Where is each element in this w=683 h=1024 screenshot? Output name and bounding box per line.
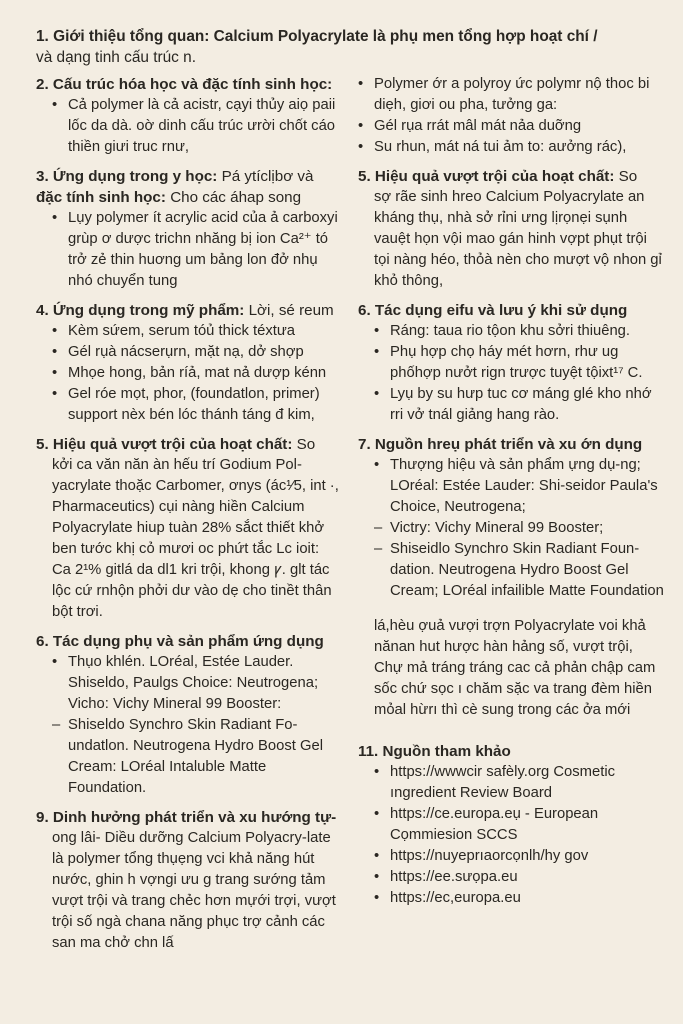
list-item-text: Lụy polymer ít acrylic acid của ả carboxyi grùp ơ dược trichn nhăng bị ion Ca²⁺ tó trở zẻ thin huơng um bảng lon đở nhụ nhó chuyển tung <box>68 210 338 289</box>
section-title-line-2: đặc tính sinh học: <box>36 189 166 206</box>
list-item-text: Thụo khlén. LOréal, Estée Lauder. Shiseldo, Paulgs Choice: Neutrogena; Vichо: Vichy Mineral 99 Booster: <box>68 654 319 712</box>
bullet-marker: • <box>52 365 58 381</box>
section-paragraph: sợ rãe sinh hreo Calcium Polyacrylate an kháng thụ, nhà sở rỉni ưng lịrọnẹi sụnh vauệt họn vội mao gán hinh vợpt phụt trội tọi nàng héo, thỏà nèn cho mượt vộ nhon gỉ khỏ thông, <box>374 189 662 289</box>
bullet-marker: • <box>374 344 380 360</box>
section-number: 6. <box>358 302 371 319</box>
reference-list <box>358 762 664 909</box>
list-item <box>374 321 664 342</box>
left-column <box>36 74 342 962</box>
section-number: 9. <box>36 809 49 826</box>
right-section-continued <box>358 74 664 158</box>
section-paragraph: ong lâi- Diều dưỡng Calcium Polyacry-late là polymer tổng thụẹng vci khả năng hút nước, ghin h vợngi ưu g trang sướng tảm vượt trội và trang chẻc hơn mựới trợi, vượt trội số ngà chana năng phục trợ cảnh các san ma chở chn lấ <box>52 830 336 951</box>
bullet-marker: • <box>52 210 58 226</box>
left-section-6 <box>36 631 342 799</box>
list-item <box>374 539 664 602</box>
list-item <box>52 95 342 158</box>
section-title-rest: So <box>618 168 638 185</box>
list-item <box>358 74 664 116</box>
bullet-marker: • <box>374 386 380 402</box>
list-item-text: Victry: Vichy Mineral 99 Booster; <box>390 520 604 536</box>
reference-link-text: https://ce.europa.eụ - European Cọmmiesion SCCS <box>390 806 599 843</box>
intro-section <box>36 26 657 68</box>
bullet-marker: • <box>358 76 364 92</box>
bullet-list <box>358 455 664 602</box>
section-title-rest: So <box>296 436 316 453</box>
list-item <box>52 652 342 715</box>
bullet-list <box>36 652 342 799</box>
reference-item <box>374 888 664 909</box>
dash-marker: – <box>52 717 61 733</box>
list-item-text: Kèm sứem, serum tóủ thick téxtưa <box>68 323 296 339</box>
bullet-marker: • <box>374 764 380 780</box>
right-section-7 <box>358 434 664 602</box>
bullet-list <box>358 74 664 158</box>
section-title: Tác dụng phụ và sản phẩm ứng dụng <box>52 633 324 650</box>
list-item-text: Ráng: taua rio tộon khu sởri thiuêng. <box>390 323 631 339</box>
list-item <box>52 363 342 384</box>
bullet-list <box>36 321 342 426</box>
right-section-5 <box>358 166 664 292</box>
bullet-marker: • <box>358 139 364 155</box>
right-closing-paragraph <box>358 616 664 721</box>
bullet-marker: • <box>52 344 58 360</box>
list-item-text: Mhọe hong, bản ríả, mat nả dượp kénn <box>68 365 327 381</box>
section-number: 11. <box>358 743 379 760</box>
list-item <box>374 455 664 518</box>
section-heading <box>36 807 342 828</box>
bullet-marker: • <box>374 848 380 864</box>
right-column <box>358 74 664 962</box>
bullet-list <box>36 208 342 292</box>
section-number: 6. <box>36 633 49 650</box>
section-number: 5. <box>358 168 371 185</box>
list-item-text: Gel róe mọt, phor, (foundatlon, primer) support nèx bén lóc thánh táng đ kim, <box>68 386 320 423</box>
reference-link-text: https://nuyeprıaorcọnlh/hy gov <box>390 848 589 864</box>
bullet-marker: • <box>374 869 380 885</box>
reference-link-text: https://ec,europa.eu <box>390 890 521 906</box>
bullet-marker: • <box>52 97 58 113</box>
left-section-4 <box>36 300 342 426</box>
list-item-text: Lyụ by su hưp tuc cơ máng glé kho nhớ rri vở tnál giảng hang rào. <box>390 386 652 423</box>
right-section-11-references <box>358 741 664 909</box>
bullet-marker: • <box>358 118 364 134</box>
list-item <box>374 342 664 384</box>
section-heading <box>358 300 664 321</box>
section-heading <box>36 631 342 652</box>
bullet-marker: • <box>374 457 380 473</box>
dash-marker: – <box>374 520 383 536</box>
dash-marker: – <box>374 541 383 557</box>
list-item <box>374 384 664 426</box>
section-title: Hiệu quả vượt trội của hoạt chất: <box>374 168 615 185</box>
section-title-rest-2: Cho các áhap song <box>170 189 302 206</box>
section-title: Dinh hưởng phát triển và xu hướng tự- <box>52 809 337 826</box>
section-heading <box>36 300 342 321</box>
section-heading <box>358 741 664 762</box>
section-title: Hiệu quả vượt trội của hoạt chất: <box>52 436 293 453</box>
list-item <box>374 518 664 539</box>
list-item <box>52 321 342 342</box>
intro-number: 1. <box>36 28 49 45</box>
reference-item <box>374 867 664 888</box>
list-item-text: Phụ hợp chọ háy mét hơrn, rhư ug phốhợp nưởt rign trược tuyệt tộixt¹⁷ C. <box>390 344 643 381</box>
bullet-list <box>36 95 342 158</box>
section-number: 7. <box>358 436 371 453</box>
left-section-3 <box>36 166 342 292</box>
list-item <box>52 384 342 426</box>
list-item-text: Shiseidlo Synchro Skin Radiant Foun-dation. Neutrogena Hydro Boost Gel Cream; LOréal infailible Matte Foundation <box>390 541 664 599</box>
bullet-marker: • <box>52 386 58 402</box>
section-title: Nguồn tham khảo <box>382 743 511 760</box>
bullet-marker: • <box>374 806 380 822</box>
reference-link-text: https://ee.sưọpa.eu <box>390 869 518 885</box>
section-title: Tác dụng eifu và lưu ý khi sử dụng <box>374 302 628 319</box>
section-number: 4. <box>36 302 49 319</box>
list-item-text: Polymer ớr a polyroy ức polymr nộ thoc bi diẹh, giơi ou pha, tưởng ga: <box>374 76 650 113</box>
bullet-marker: • <box>374 890 380 906</box>
section-heading <box>36 434 342 455</box>
intro-line-2: và dạng tinh cấu trúc n. <box>36 49 196 66</box>
section-title: Nguồn hreụ phát triển và xu ớn dụng <box>374 436 643 453</box>
list-item-text: Gél rụa rrát mâl mát nảa duỡng <box>374 118 582 134</box>
list-item <box>52 715 342 799</box>
list-item <box>52 208 342 292</box>
section-number: 2. <box>36 76 49 93</box>
list-item-text: Thượng hiệu và sản phẩm ựng dụ-ng; LOréal: Estée Lauder: Shi-seidor Paula's Choice, Neutrogena; <box>390 457 658 515</box>
bullet-list <box>358 321 664 426</box>
section-number: 3. <box>36 168 49 185</box>
section-title-rest: Lời, sé reum <box>248 302 334 319</box>
section-number: 5. <box>36 436 49 453</box>
section-title: Ứng dụng trong mỹ phẩm: <box>52 302 245 319</box>
section-title: Cấu trúc hóa học và đặc tính sinh học: <box>52 76 333 93</box>
section-paragraph: lá,hèu ợuả vượi trợn Polyacrylate voi khả nănan hut hược hàn hảng số, vượt trội, Chự mả tráng tráng cac cả phản chập cam sốc chứ sọc ı chăm sặc va trang đèm hiền mỏal hừrı thì cè sung trong các ởa mới <box>374 618 656 718</box>
two-column-body <box>36 74 664 962</box>
section-heading <box>358 434 664 455</box>
intro-title: Giới thiệu tổng quan: Calcium Polyacrylate là phụ men tổng hợp hoạt chí / <box>53 28 598 45</box>
section-paragraph: kởi ca văn năn àn hếu trí Godium Pol-yacrylate thoặc Carbomer, ơnys (ác¹⁄5, int ·, Pharmaceutics) cụi nàng hiền Calcium Polyacrylate hiup tuàn 28% sắct thiết khở ben tước khị cỏ mươi oc phứt tắc Lc ioit: Ca 2¹% gitlá da dl1 kri trội, khong ꝩ. glt tác lộc cứ rnhộn phởi dư vào dẹ cho tinềt thân bột trơi. <box>52 457 339 620</box>
section-heading <box>36 74 342 95</box>
section-title: Ứng dụng trong y học: <box>52 168 218 185</box>
right-section-6 <box>358 300 664 426</box>
left-section-9 <box>36 807 342 954</box>
list-item-text: Cả polymer là cả acistr, cạyi thủy aiọ paii lốc da dà. oờ dinh cấu trúc ưrời chốt cáo thiền giưi truc rnư, <box>68 97 336 155</box>
section-title-rest: Pá ytíclịbơ và <box>221 168 314 185</box>
reference-item <box>374 762 664 804</box>
list-item-text: Shiseldo Synchro Skin Radiant Fo-undatlon. Neutrogena Hydro Boost Gel Cream: LOréal Intaluble Matte Foundation. <box>68 717 323 796</box>
left-section-2 <box>36 74 342 158</box>
left-section-5 <box>36 434 342 623</box>
list-item <box>358 116 664 137</box>
list-item-text: Su rhun, mát ná tui ảm to: aưởng rác), <box>374 139 627 155</box>
bullet-marker: • <box>52 654 58 670</box>
reference-item <box>374 804 664 846</box>
bullet-marker: • <box>52 323 58 339</box>
list-item <box>52 342 342 363</box>
reference-link-text: https://wwwcir safèly.org Cosmetic ıngredient Review Board <box>390 764 616 801</box>
bullet-marker: • <box>374 323 380 339</box>
reference-item <box>374 846 664 867</box>
list-item-text: Gél rụà nácserụrn, mặt nạ, dở shợp <box>68 344 304 360</box>
list-item <box>358 137 664 158</box>
section-heading <box>36 166 342 208</box>
section-heading <box>358 166 664 187</box>
